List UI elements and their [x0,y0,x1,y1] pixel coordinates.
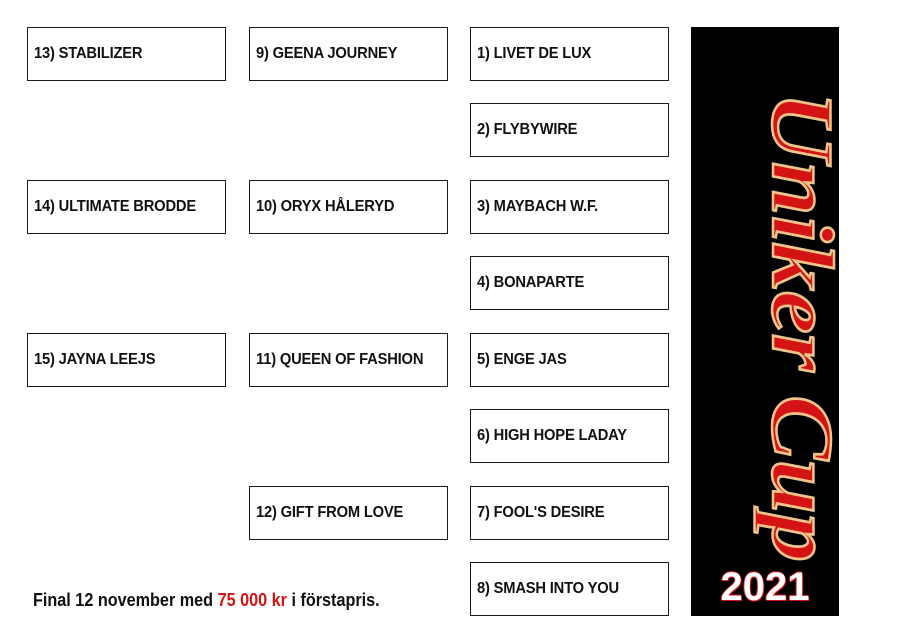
bracket-slot [470,486,669,540]
svg-text:Uniker Cup: Uniker Cup [753,92,850,520]
horse-name: 1) LIVET DE LUX [477,45,592,62]
bracket-slot [249,333,448,387]
final-info [33,590,380,611]
horse-name: 10) ORYX HÅLERYD [256,198,395,215]
bracket-slot [470,27,669,81]
prize-amount: 75 000 kr [217,590,287,610]
bracket-slot [27,27,226,81]
bracket-slot [27,180,226,234]
bracket-slot [470,409,669,463]
bracket-slot [27,333,226,387]
horse-name: 8) SMASH INTO YOU [477,580,619,597]
horse-name: 4) BONAPARTE [477,274,585,291]
horse-name: 9) GEENA JOURNEY [256,45,398,62]
horse-name: 11) QUEEN OF FASHION [256,351,424,368]
horse-name: 13) STABILIZER [34,45,143,62]
bracket-slot [249,180,448,234]
bracket-slot [470,333,669,387]
horse-name: 12) GIFT FROM LOVE [256,504,404,521]
horse-name: 5) ENGE JAS [477,351,567,368]
horse-name: 14) ULTIMATE BRODDE [34,198,196,215]
bracket-slot [249,27,448,81]
cup-banner [691,27,850,616]
final-text-prefix: Final 12 november med [33,590,218,610]
bracket-slot [470,180,669,234]
horse-name: 7) FOOL'S DESIRE [477,504,605,521]
horse-name: 15) JAYNA LEEJS [34,351,156,368]
year-label: 2021 [720,565,810,609]
bracket-slot [249,486,448,540]
bracket-slot [470,256,669,310]
bracket-slot [470,103,669,157]
horse-name: 3) MAYBACH W.F. [477,198,599,215]
final-text-suffix: i förstapris. [286,590,380,610]
bracket-slot [470,562,669,616]
horse-name: 6) HIGH HOPE LADAY [477,427,627,444]
horse-name: 2) FLYBYWIRE [477,121,578,138]
uniker-cup-logo [691,27,850,557]
